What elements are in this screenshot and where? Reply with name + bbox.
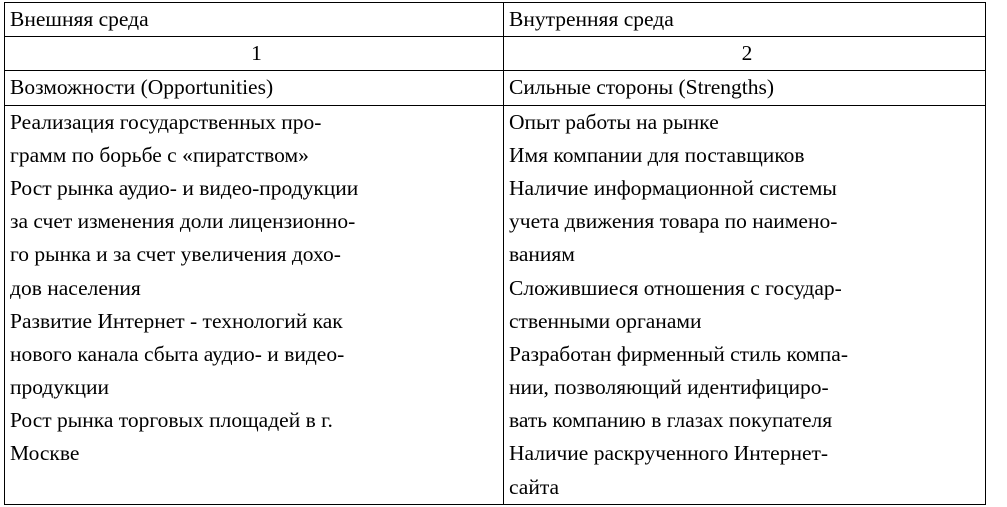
opportunities-line: Реализация государственных про- xyxy=(10,109,322,134)
strengths-heading: Сильные стороны (Strengths) xyxy=(504,71,986,105)
opportunities-line: Развитие Интернет - технологий как xyxy=(10,308,343,333)
opportunities-cell xyxy=(5,105,504,504)
strengths-cell xyxy=(504,105,986,504)
strengths-line: Опыт работы на рынке xyxy=(509,109,719,134)
strengths-line: ваниям xyxy=(509,242,575,267)
opportunities-heading: Возможности (Opportunities) xyxy=(5,71,504,105)
strengths-line: вать компанию в глазах покупателя xyxy=(509,408,833,433)
opportunities-line: грамм по борьбе с «пиратством» xyxy=(10,142,309,167)
strengths-line: Наличие раскрученного Интернет- xyxy=(509,441,829,466)
opportunities-line: продукции xyxy=(10,375,110,400)
strengths-line: Разработан фирменный стиль компа- xyxy=(509,341,848,366)
strengths-line: нии, позволяющий идентифициро- xyxy=(509,375,829,400)
opportunities-line: Рост рынка торговых площадей в г. xyxy=(10,408,333,433)
opportunities-line: Москве xyxy=(10,441,80,466)
opportunities-line: дов населения xyxy=(10,275,141,300)
swot-table xyxy=(4,2,986,505)
strengths-line: Имя компании для поставщиков xyxy=(509,142,805,167)
column-number-row xyxy=(5,37,986,71)
content-row xyxy=(5,105,986,504)
opportunities-line: нового канала сбыта аудио- и видео- xyxy=(10,341,345,366)
column-number-2: 2 xyxy=(504,37,986,71)
internal-environment-header: Внутренняя среда xyxy=(504,3,986,37)
strengths-line: Наличие информационной системы xyxy=(509,175,837,200)
strengths-line: Сложившиеся отношения с государ- xyxy=(509,275,842,300)
header-row xyxy=(5,3,986,37)
strengths-line: ственными органами xyxy=(509,308,702,333)
strengths-line: сайта xyxy=(509,474,560,499)
section-row xyxy=(5,71,986,105)
opportunities-line: за счет изменения доли лицензионно- xyxy=(10,209,356,234)
column-number-1: 1 xyxy=(5,37,504,71)
opportunities-line: го рынка и за счет увеличения дохо- xyxy=(10,242,341,267)
strengths-line: учета движения товара по наимено- xyxy=(509,209,838,234)
opportunities-line: Рост рынка аудио- и видео-продукции xyxy=(10,175,359,200)
external-environment-header: Внешняя среда xyxy=(5,3,504,37)
